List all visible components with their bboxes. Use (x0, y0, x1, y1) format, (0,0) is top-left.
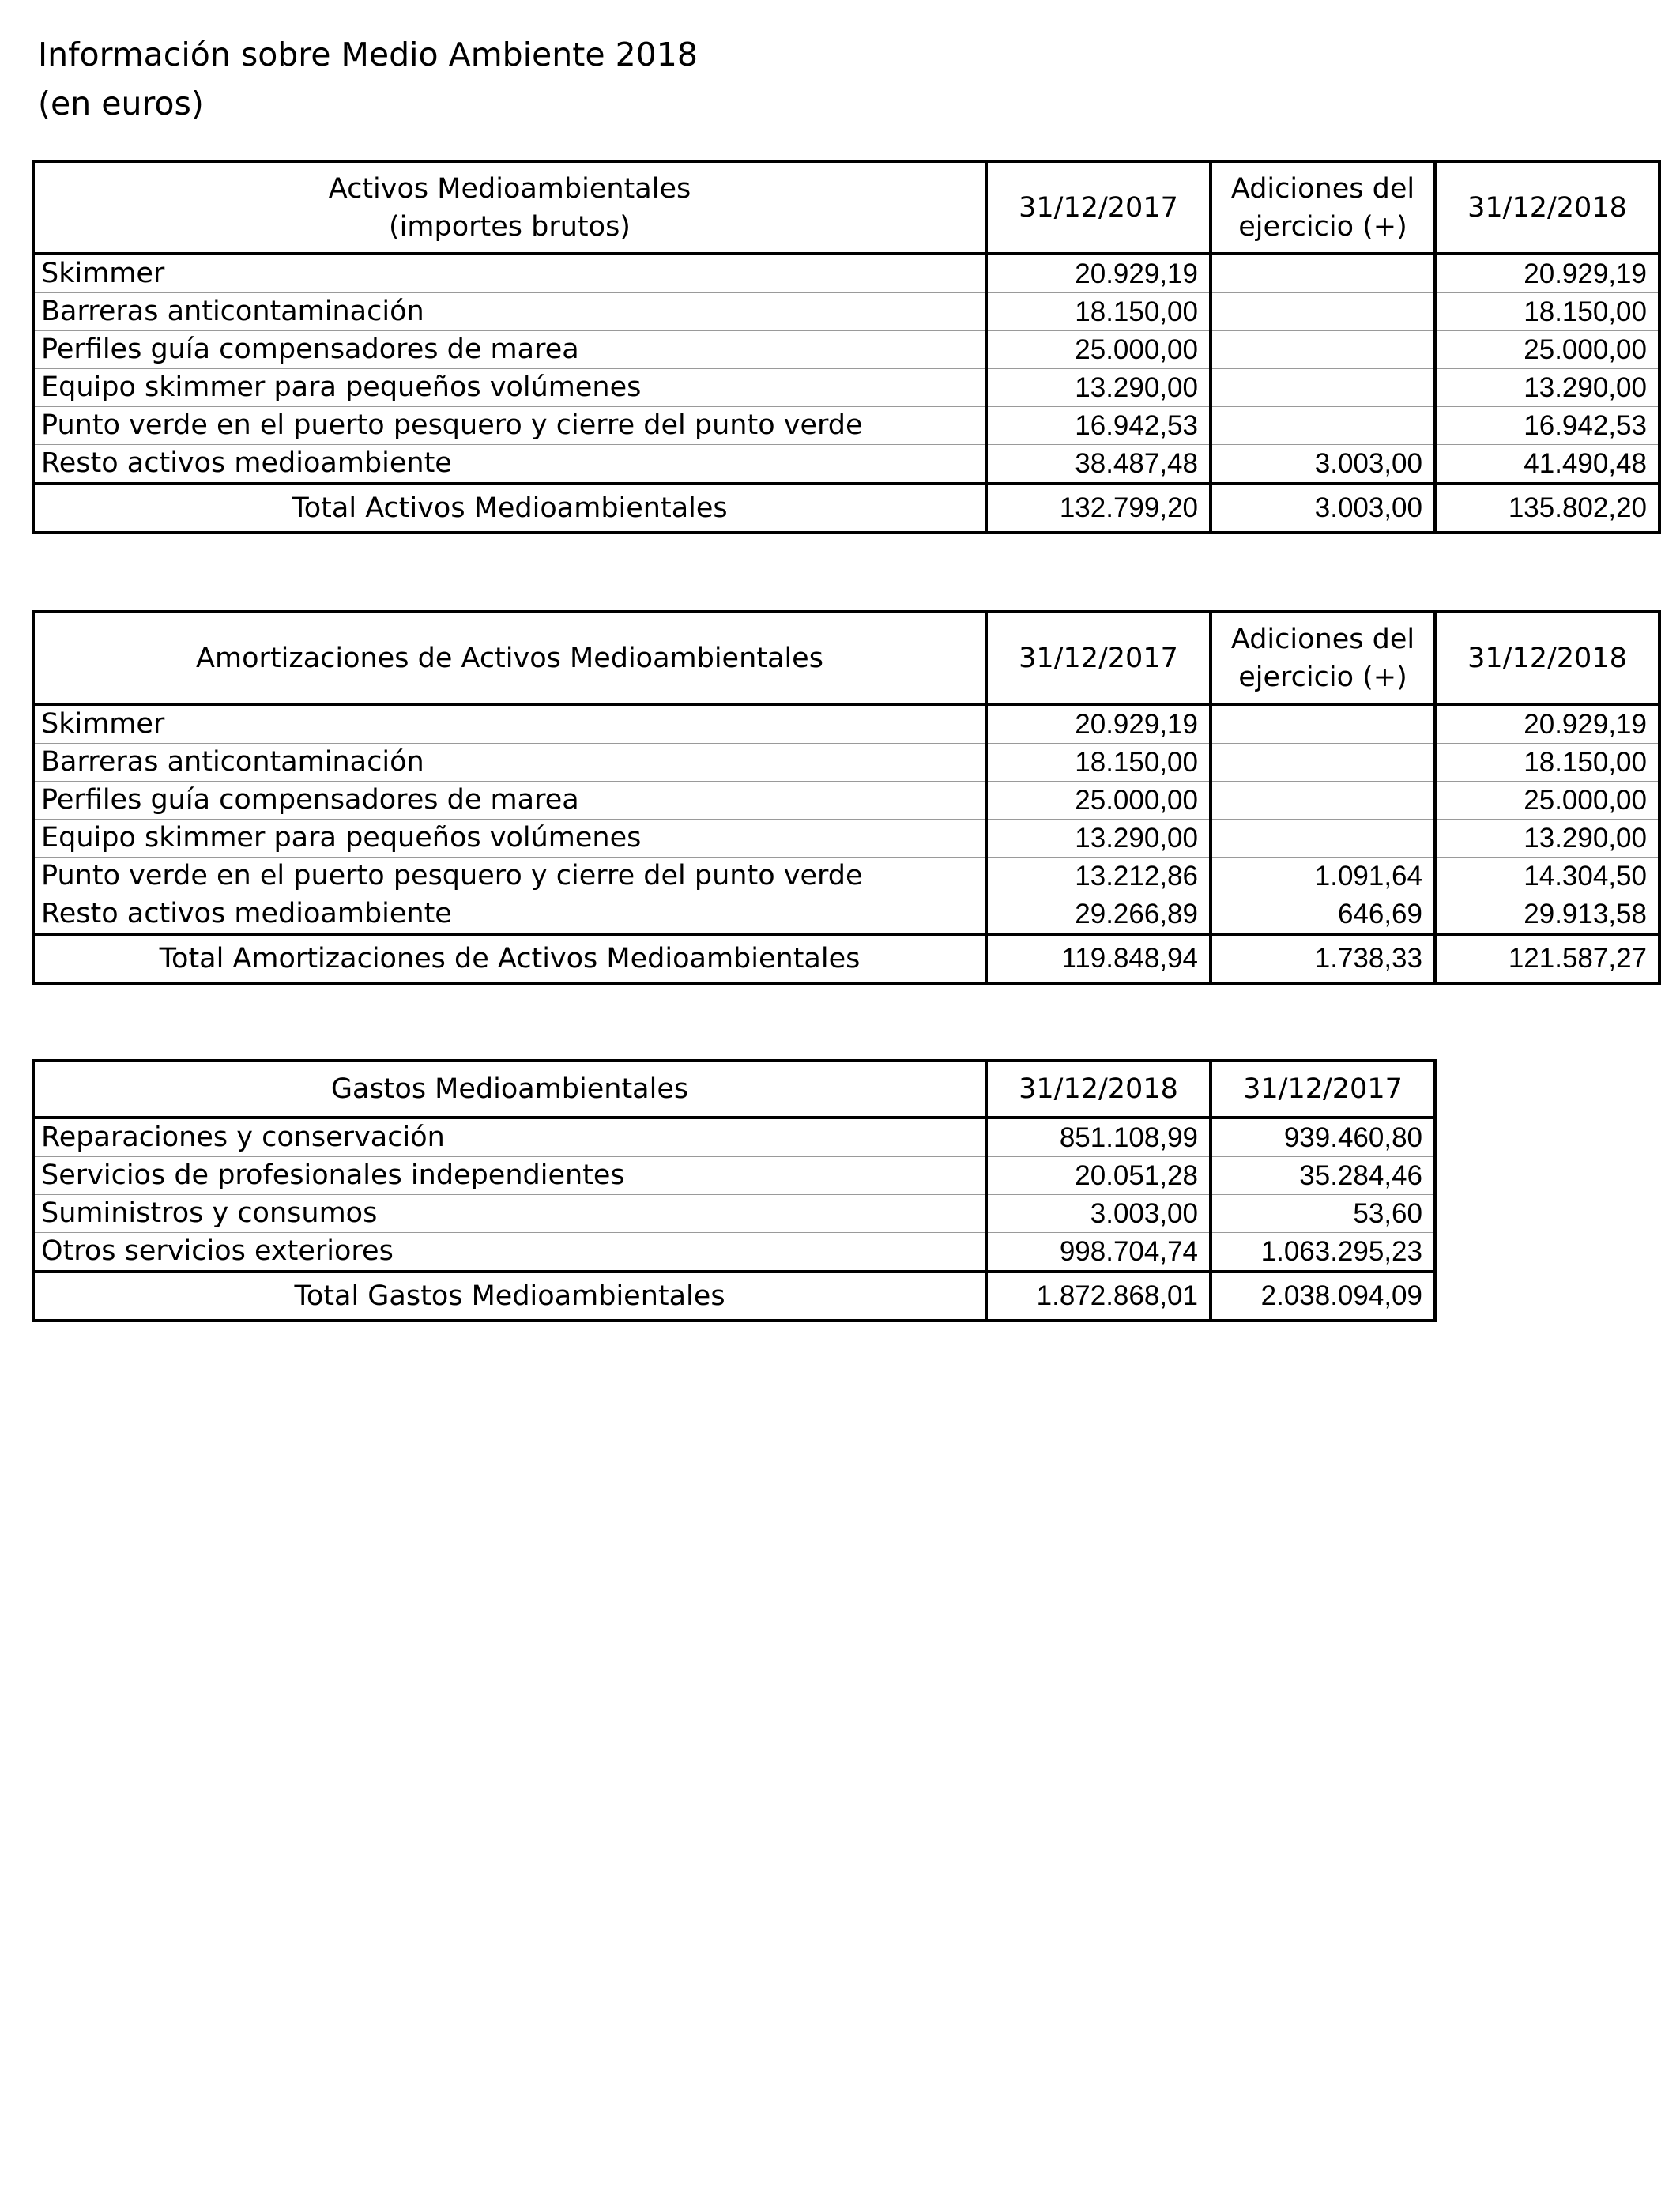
table-row (33, 895, 1659, 935)
value-additions (1211, 331, 1435, 369)
value-2018: 25.000,00 (1435, 782, 1659, 820)
assets-table (32, 160, 1661, 534)
value-additions (1211, 782, 1435, 820)
row-label: Skimmer (33, 704, 986, 744)
value-2017: 16.942,53 (986, 407, 1211, 445)
value-2018: 41.490,48 (1435, 445, 1659, 484)
row-label: Resto activos medioambiente (33, 445, 986, 484)
total-2017: 2.038.094,09 (1211, 1272, 1435, 1321)
table-row (33, 1233, 1435, 1272)
assets-header-row (33, 161, 1659, 254)
value-2017: 38.487,48 (986, 445, 1211, 484)
row-label: Suministros y consumos (33, 1195, 986, 1233)
table-row (33, 445, 1659, 484)
value-2017: 25.000,00 (986, 331, 1211, 369)
value-additions (1211, 293, 1435, 331)
document-title: Información sobre Medio Ambiente 2018 (38, 36, 698, 74)
total-2017: 132.799,20 (986, 484, 1211, 533)
value-2018: 13.290,00 (1435, 820, 1659, 858)
table-row (33, 369, 1659, 407)
amortizations-header-additions: Adiciones del ejercicio (+) (1211, 612, 1435, 704)
value-2017: 29.266,89 (986, 895, 1211, 935)
value-2018: 25.000,00 (1435, 331, 1659, 369)
table-row (33, 782, 1659, 820)
value-additions (1211, 704, 1435, 744)
value-2018: 29.913,58 (1435, 895, 1659, 935)
value-additions (1211, 254, 1435, 293)
expenses-header-row (33, 1061, 1435, 1118)
amortizations-header-2018: 31/12/2018 (1435, 612, 1659, 704)
total-label: Total Amortizaciones de Activos Medioambientales (33, 934, 986, 983)
amortizations-table (32, 610, 1661, 985)
value-2018: 18.150,00 (1435, 744, 1659, 782)
row-label: Resto activos medioambiente (33, 895, 986, 935)
table-row (33, 1118, 1435, 1157)
total-label: Total Gastos Medioambientales (33, 1272, 986, 1321)
expenses-header-label: Gastos Medioambientales (33, 1061, 986, 1118)
document-subtitle: (en euros) (38, 85, 204, 123)
row-label: Equipo skimmer para pequeños volúmenes (33, 820, 986, 858)
total-row (33, 1272, 1435, 1321)
value-2017: 53,60 (1211, 1195, 1435, 1233)
assets-header-label: Activos Medioambientales (importes brutos) (33, 161, 986, 254)
row-label: Equipo skimmer para pequeños volúmenes (33, 369, 986, 407)
table-row (33, 1157, 1435, 1195)
total-2018: 135.802,20 (1435, 484, 1659, 533)
value-additions (1211, 744, 1435, 782)
total-row (33, 934, 1659, 983)
row-label: Skimmer (33, 254, 986, 293)
value-2018: 851.108,99 (986, 1118, 1211, 1157)
value-2017: 13.290,00 (986, 369, 1211, 407)
value-2017: 18.150,00 (986, 744, 1211, 782)
document-heading (38, 30, 698, 128)
value-additions (1211, 407, 1435, 445)
value-2017: 13.290,00 (986, 820, 1211, 858)
table-row (33, 820, 1659, 858)
assets-header-2018: 31/12/2018 (1435, 161, 1659, 254)
table-row (33, 331, 1659, 369)
assets-header-2017: 31/12/2017 (986, 161, 1211, 254)
row-label: Punto verde en el puerto pesquero y cierre del punto verde (33, 858, 986, 895)
table-row (33, 407, 1659, 445)
value-additions: 646,69 (1211, 895, 1435, 935)
row-label: Perfiles guía compensadores de marea (33, 782, 986, 820)
expenses-header-2018: 31/12/2018 (986, 1061, 1211, 1118)
table-row (33, 744, 1659, 782)
expenses-table (32, 1059, 1437, 1322)
amortizations-header-2017: 31/12/2017 (986, 612, 1211, 704)
value-2018: 16.942,53 (1435, 407, 1659, 445)
expenses-header-2017: 31/12/2017 (1211, 1061, 1435, 1118)
value-2017: 939.460,80 (1211, 1118, 1435, 1157)
value-2017: 13.212,86 (986, 858, 1211, 895)
value-2017: 25.000,00 (986, 782, 1211, 820)
row-label: Perfiles guía compensadores de marea (33, 331, 986, 369)
value-additions: 1.091,64 (1211, 858, 1435, 895)
row-label: Reparaciones y conservación (33, 1118, 986, 1157)
row-label: Barreras anticontaminación (33, 744, 986, 782)
table-row (33, 858, 1659, 895)
value-additions (1211, 820, 1435, 858)
table-row (33, 254, 1659, 293)
value-2018: 998.704,74 (986, 1233, 1211, 1272)
table-row (33, 1195, 1435, 1233)
table-row (33, 704, 1659, 744)
value-2018: 20.929,19 (1435, 704, 1659, 744)
amortizations-header-label: Amortizaciones de Activos Medioambientales (33, 612, 986, 704)
value-2017: 18.150,00 (986, 293, 1211, 331)
total-additions: 1.738,33 (1211, 934, 1435, 983)
table-row (33, 293, 1659, 331)
value-2018: 14.304,50 (1435, 858, 1659, 895)
total-row (33, 484, 1659, 533)
value-2017: 20.929,19 (986, 254, 1211, 293)
total-2018: 1.872.868,01 (986, 1272, 1211, 1321)
total-additions: 3.003,00 (1211, 484, 1435, 533)
row-label: Punto verde en el puerto pesquero y cierre del punto verde (33, 407, 986, 445)
value-2017: 20.929,19 (986, 704, 1211, 744)
value-2018: 3.003,00 (986, 1195, 1211, 1233)
value-2018: 20.929,19 (1435, 254, 1659, 293)
assets-header-additions: Adiciones del ejercicio (+) (1211, 161, 1435, 254)
value-additions (1211, 369, 1435, 407)
value-2018: 13.290,00 (1435, 369, 1659, 407)
total-2018: 121.587,27 (1435, 934, 1659, 983)
row-label: Servicios de profesionales independientes (33, 1157, 986, 1195)
value-2017: 1.063.295,23 (1211, 1233, 1435, 1272)
row-label: Barreras anticontaminación (33, 293, 986, 331)
value-additions: 3.003,00 (1211, 445, 1435, 484)
total-label: Total Activos Medioambientales (33, 484, 986, 533)
value-2017: 35.284,46 (1211, 1157, 1435, 1195)
value-2018: 20.051,28 (986, 1157, 1211, 1195)
value-2018: 18.150,00 (1435, 293, 1659, 331)
total-2017: 119.848,94 (986, 934, 1211, 983)
amortizations-header-row (33, 612, 1659, 704)
row-label: Otros servicios exteriores (33, 1233, 986, 1272)
